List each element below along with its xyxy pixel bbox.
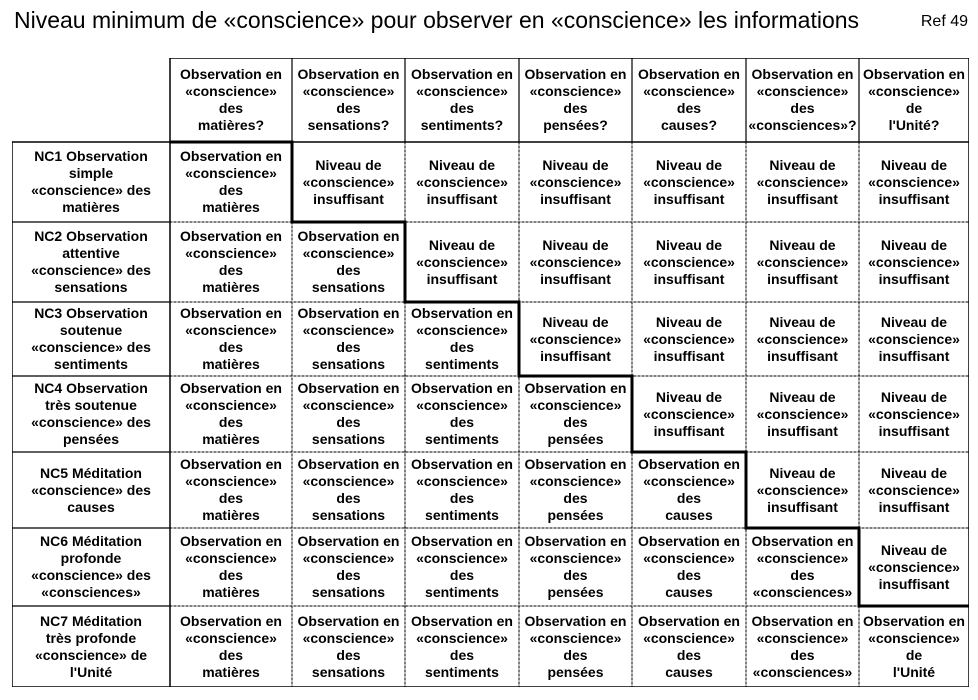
insufficient-cell bbox=[859, 452, 969, 528]
observation-cell bbox=[405, 452, 519, 528]
page-title: Niveau minimum de «conscience» pour observer en «conscience» les informations bbox=[14, 7, 860, 33]
observation-cell-text: Observation en «conscience» des causes bbox=[638, 456, 740, 523]
insufficient-cell-text: Niveau de «conscience» insuffisant bbox=[756, 388, 849, 439]
row-header-text: NC3 Observation soutenue «conscience» des sentiments bbox=[31, 305, 151, 372]
column-header-text: Observation en «conscience» des sensations? bbox=[297, 66, 400, 133]
insufficient-cell bbox=[519, 222, 632, 302]
observation-cell-text: Observation en «conscience» des sensations bbox=[297, 533, 400, 600]
insufficient-cell bbox=[632, 142, 746, 222]
insufficient-cell-text: Niveau de «conscience» insuffisant bbox=[416, 236, 508, 287]
observation-cell-text: Observation en «conscience» des sensations bbox=[297, 612, 400, 680]
row-header-text: NC1 Observation simple «conscience» des matières bbox=[31, 148, 151, 215]
observation-cell-text: Observation en «conscience» des sentiments bbox=[411, 612, 513, 680]
observation-cell-text: Observation en «conscience» des sentiments bbox=[411, 456, 513, 523]
observation-cell bbox=[170, 142, 292, 222]
observation-cell bbox=[519, 452, 632, 528]
row-header bbox=[12, 452, 170, 528]
observation-cell-text: Observation en «conscience» des matières bbox=[180, 228, 282, 295]
observation-cell bbox=[292, 528, 405, 606]
observation-cell-text: Observation en «conscience» des «consciences» bbox=[751, 533, 854, 600]
row-header-text: NC7 Méditation très profonde «conscience» de l'Unité bbox=[34, 612, 148, 680]
insufficient-cell bbox=[859, 376, 969, 452]
insufficient-cell bbox=[859, 142, 969, 222]
insufficient-cell-text: Niveau de «conscience» insuffisant bbox=[868, 388, 960, 439]
observation-cell-text: Observation en «conscience» des causes bbox=[638, 612, 740, 680]
observation-cell bbox=[292, 452, 405, 528]
insufficient-cell-text: Niveau de «conscience» insuffisant bbox=[643, 313, 735, 364]
insufficient-cell bbox=[519, 302, 632, 376]
observation-cell-text: Observation en «conscience» des pensées bbox=[524, 612, 627, 680]
observation-cell-text: Observation en «conscience» des matières bbox=[180, 380, 282, 447]
column-header-text: Observation en «conscience» de l'Unité? bbox=[863, 66, 965, 133]
observation-cell bbox=[405, 528, 519, 606]
insufficient-cell-text: Niveau de «conscience» insuffisant bbox=[868, 541, 960, 592]
observation-cell-text: Observation en «conscience» des matières bbox=[180, 533, 282, 600]
row-header-text: NC5 Méditation «conscience» des causes bbox=[31, 464, 151, 515]
column-header bbox=[170, 58, 292, 142]
insufficient-cell-text: Niveau de «conscience» insuffisant bbox=[643, 236, 735, 287]
column-header bbox=[632, 58, 746, 142]
observation-cell bbox=[405, 606, 519, 687]
observation-cell-text: Observation en «conscience» des sentiments bbox=[411, 305, 513, 372]
observation-cell bbox=[405, 302, 519, 376]
insufficient-cell bbox=[746, 142, 859, 222]
row-header-text: NC6 Méditation profonde «conscience» des «consciences» bbox=[31, 533, 151, 600]
insufficient-cell-text: Niveau de «conscience» insuffisant bbox=[756, 156, 849, 207]
observation-cell bbox=[746, 528, 859, 606]
insufficient-cell bbox=[292, 142, 405, 222]
observation-cell-text: Observation en «conscience» des pensées bbox=[524, 533, 627, 600]
observation-cell-text: Observation en «conscience» des sentiments bbox=[411, 380, 513, 447]
observation-cell-text: Observation en «conscience» des matières bbox=[180, 612, 282, 680]
insufficient-cell-text: Niveau de «conscience» insuffisant bbox=[643, 156, 735, 207]
column-header-text: Observation en «conscience» des matières? bbox=[180, 66, 282, 133]
column-header-text: Observation en «conscience» des sentiments? bbox=[411, 66, 513, 133]
observation-cell-text: Observation en «conscience» des matières bbox=[180, 305, 282, 372]
insufficient-cell-text: Niveau de «conscience» insuffisant bbox=[416, 156, 508, 207]
column-header-text: Observation en «conscience» des «consciences»? bbox=[748, 66, 857, 133]
observation-cell-text: Observation en «conscience» des sensations bbox=[297, 456, 400, 523]
insufficient-cell-text: Niveau de «conscience» insuffisant bbox=[302, 156, 395, 207]
insufficient-cell-text: Niveau de «conscience» insuffisant bbox=[868, 464, 960, 515]
row-header-text: NC4 Observation très soutenue «conscience» des pensées bbox=[31, 380, 151, 447]
observation-cell-text: Observation en «conscience» des matières bbox=[180, 148, 282, 215]
insufficient-cell bbox=[859, 222, 969, 302]
observation-cell bbox=[632, 528, 746, 606]
insufficient-cell bbox=[405, 222, 519, 302]
insufficient-cell bbox=[859, 302, 969, 376]
insufficient-cell-text: Niveau de «conscience» insuffisant bbox=[529, 236, 622, 287]
row-header bbox=[12, 376, 170, 452]
column-header bbox=[746, 58, 859, 142]
observation-cell-text: Observation en «conscience» des sentiments bbox=[411, 533, 513, 600]
observation-cell bbox=[519, 376, 632, 452]
insufficient-cell-text: Niveau de «conscience» insuffisant bbox=[756, 313, 849, 364]
insufficient-cell-text: Niveau de «conscience» insuffisant bbox=[756, 464, 849, 515]
column-header-text: Observation en «conscience» des causes? bbox=[638, 66, 740, 133]
insufficient-cell-text: Niveau de «conscience» insuffisant bbox=[868, 236, 960, 287]
observation-cell-text: Observation en «conscience» des sensations bbox=[297, 305, 400, 372]
observation-cell-text: Observation en «conscience» des sensations bbox=[297, 380, 400, 447]
column-header bbox=[405, 58, 519, 142]
insufficient-cell-text: Niveau de «conscience» insuffisant bbox=[756, 236, 849, 287]
observation-cell bbox=[292, 302, 405, 376]
insufficient-cell-text: Niveau de «conscience» insuffisant bbox=[643, 388, 735, 439]
insufficient-cell-text: Niveau de «conscience» insuffisant bbox=[868, 313, 960, 364]
insufficient-cell-text: Niveau de «conscience» insuffisant bbox=[529, 156, 622, 207]
observation-cell-text: Observation en «conscience» des matières bbox=[180, 456, 282, 523]
observation-cell bbox=[170, 452, 292, 528]
reference-label: Ref 49 bbox=[920, 13, 968, 30]
observation-cell bbox=[170, 528, 292, 606]
insufficient-cell bbox=[632, 302, 746, 376]
observation-cell bbox=[519, 606, 632, 687]
insufficient-cell-text: Niveau de «conscience» insuffisant bbox=[529, 313, 622, 364]
insufficient-cell bbox=[746, 452, 859, 528]
row-header bbox=[12, 606, 170, 687]
insufficient-cell bbox=[746, 302, 859, 376]
observation-cell bbox=[405, 376, 519, 452]
observation-cell bbox=[519, 528, 632, 606]
observation-cell bbox=[746, 606, 859, 687]
insufficient-cell bbox=[632, 376, 746, 452]
observation-cell bbox=[292, 606, 405, 687]
insufficient-cell bbox=[746, 376, 859, 452]
insufficient-cell-text: Niveau de «conscience» insuffisant bbox=[868, 156, 960, 207]
row-header bbox=[12, 142, 170, 222]
observation-cell bbox=[859, 606, 969, 687]
row-header bbox=[12, 528, 170, 606]
column-header bbox=[292, 58, 405, 142]
row-header bbox=[12, 302, 170, 376]
insufficient-cell bbox=[746, 222, 859, 302]
insufficient-cell bbox=[519, 142, 632, 222]
insufficient-cell bbox=[632, 222, 746, 302]
observation-cell bbox=[632, 452, 746, 528]
observation-cell bbox=[292, 376, 405, 452]
observation-cell bbox=[170, 302, 292, 376]
column-header bbox=[519, 58, 632, 142]
row-header-text: NC2 Observation attentive «conscience» des sensations bbox=[31, 228, 151, 295]
observation-cell-text: Observation en «conscience» de l'Unité bbox=[863, 612, 965, 680]
observation-cell bbox=[170, 606, 292, 687]
row-header bbox=[12, 222, 170, 302]
consciousness-table bbox=[12, 58, 969, 687]
column-header bbox=[859, 58, 969, 142]
insufficient-cell bbox=[859, 528, 969, 606]
insufficient-cell bbox=[405, 142, 519, 222]
observation-cell bbox=[170, 222, 292, 302]
observation-cell-text: Observation en «conscience» des sensations bbox=[297, 228, 400, 295]
observation-cell-text: Observation en «conscience» des «consciences» bbox=[751, 612, 854, 680]
observation-cell bbox=[292, 222, 405, 302]
observation-cell bbox=[170, 376, 292, 452]
observation-cell-text: Observation en «conscience» des causes bbox=[638, 533, 740, 600]
observation-cell bbox=[632, 606, 746, 687]
observation-cell-text: Observation en «conscience» des pensées bbox=[524, 456, 627, 523]
column-header-text: Observation en «conscience» des pensées? bbox=[524, 66, 627, 133]
observation-cell-text: Observation en «conscience» des pensées bbox=[524, 380, 627, 447]
